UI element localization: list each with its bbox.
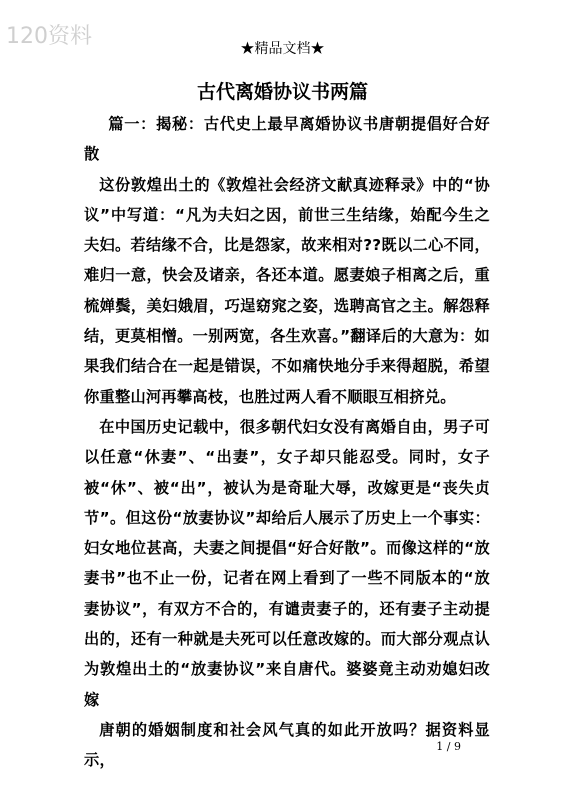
paragraph: 唐朝的婚姻制度和社会风气真的如此开放吗？据资料显示，: [84, 720, 490, 770]
paragraph: 这份敦煌出土的《敦煌社会经济文献真迹释录》中的“协议”中写道：“凡为夫妇之因，前世三生结缘，始配今生之夫妇。若结缘不合，比是怨家，故来相对??既以二心不同，难归一意，快会及诸亲，各还本道。愿妻娘子相离之后，重梳婵鬓，美妇娥眉，巧逞窈窕之姿，选聘高官之主。解怨释结，更莫相憎。一别两宽，各生欢喜。”翻译后的大意为：如果我们结合在一起是错误，不如痛快地分手来得超脱，希望你重整山河再攀高枝，也胜过两人看不顺眼互相挤兑。: [84, 175, 490, 406]
page-number: 1 / 9: [436, 740, 461, 753]
section-heading: 篇一：揭秘：古代史上最早离婚协议书唐朝提倡好合好散: [84, 115, 490, 164]
document-title: 古代离婚协议书两篇: [196, 81, 368, 103]
document-body: [84, 109, 490, 776]
page-header: ★精品文档★: [240, 41, 325, 57]
watermark: 120资料: [6, 24, 92, 49]
paragraph: 在中国历史记载中，很多朝代妇女没有离婚自由，男子可以任意“休妻”、“出妻”，女子却只能忍受。同时，女子被“休”、被“出”，被认为是奇耻大辱，改嫁更是“丧失贞节”。但这份“放妻协议”却给后人展示了历史上一个事实：妇女地位甚高，夫妻之间提倡“好合好散”。而像这样的“放妻书”也不止一份，记者在网上看到了一些不同版本的“放妻协议”，有双方不合的，有谴责妻子的，还有妻子主动提出的，还有一种就是夫死可以任意改嫁的。而大部分观点认为敦煌出土的“放妻协议”来自唐代。婆婆竟主动劝媳妇改嫁: [84, 417, 490, 709]
